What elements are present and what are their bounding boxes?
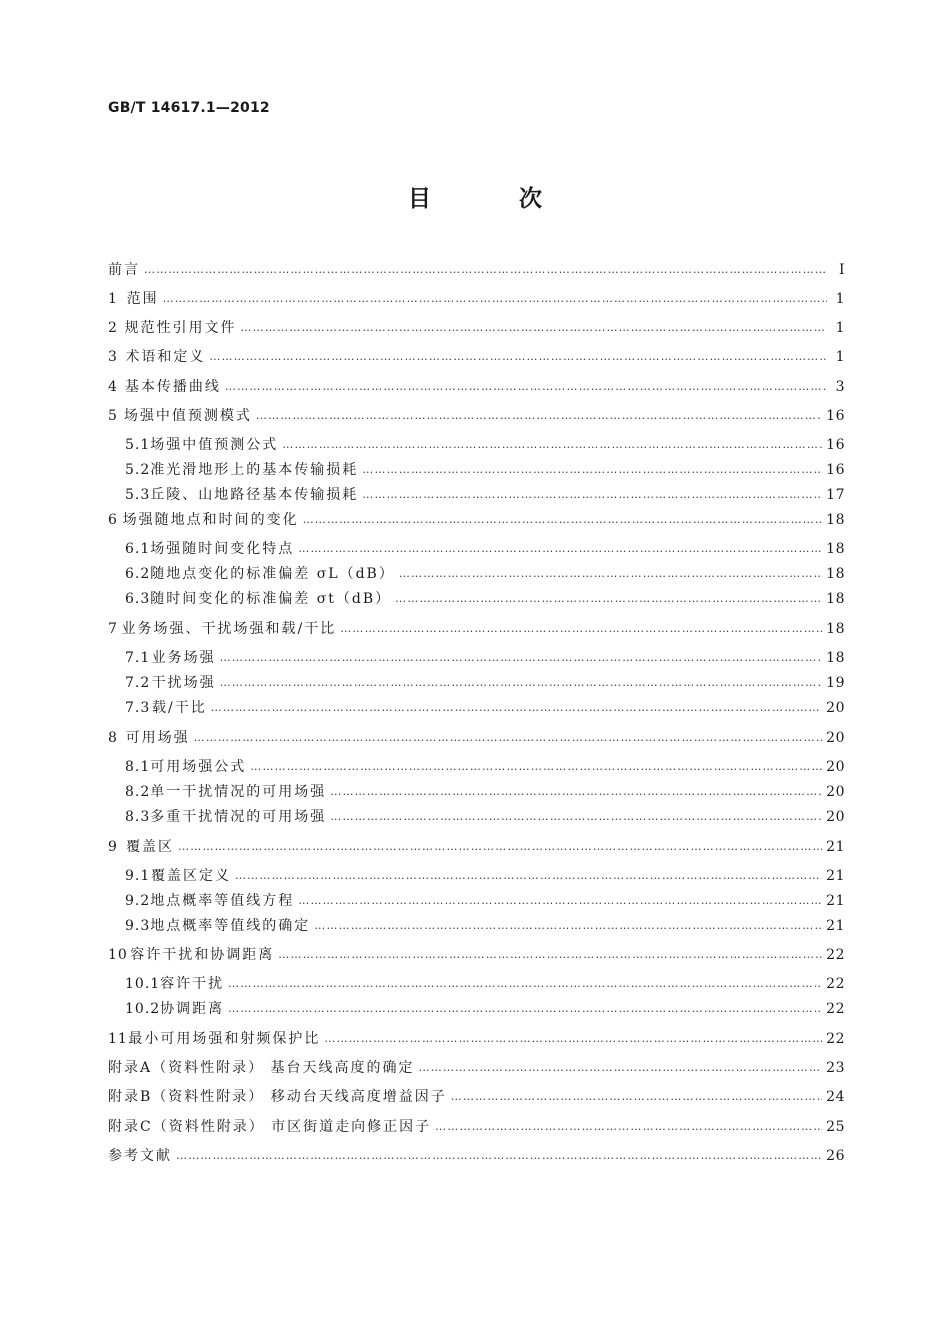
leader-dots (435, 1117, 822, 1137)
toc-entry-2[interactable] (108, 318, 845, 338)
toc-entry-8-1[interactable] (125, 757, 845, 777)
leader-dots (395, 589, 822, 609)
leader-dots (228, 999, 822, 1019)
toc-entry-9-2[interactable] (125, 891, 845, 911)
leader-dots (298, 891, 822, 911)
leader-dots (178, 837, 822, 857)
toc-entry-text: 场强中值预测公式 (150, 437, 279, 453)
leader-dots (340, 619, 822, 639)
toc-entry-text: 最小可用场强和射频保护比 (128, 1031, 321, 1047)
toc-entry-page: 21 (826, 839, 845, 855)
toc-entry-page: 21 (826, 918, 845, 934)
toc-entry-8-2[interactable] (125, 782, 845, 802)
toc-entry-number: 3 (108, 349, 118, 365)
standard-number: GB/T 14617.1—2012 (108, 100, 270, 116)
toc-entry-page: 24 (826, 1089, 845, 1105)
toc-entry-6-3[interactable] (125, 589, 845, 609)
toc-entry-number: 9.1 (125, 868, 151, 884)
leader-dots (144, 260, 827, 280)
leader-dots (314, 916, 822, 936)
toc-entry-page: 18 (826, 621, 845, 637)
toc-entry-text: 地点概率等值线方程 (150, 893, 295, 909)
toc-entry-text: 载/干比 (152, 700, 207, 716)
leader-dots (362, 460, 822, 480)
toc-entry-page: 19 (826, 675, 845, 691)
toc-entry-text: 场强随地点和时间的变化 (122, 512, 299, 528)
toc-entry-page: 21 (826, 893, 845, 909)
toc-entry-text: 丘陵、山地路径基本传输损耗 (150, 487, 359, 503)
leader-dots (303, 510, 823, 530)
toc-entry-1[interactable] (108, 289, 845, 309)
toc-entry-10[interactable] (108, 945, 845, 965)
leader-dots (228, 974, 822, 994)
leader-dots (211, 698, 822, 718)
toc-entry-text: 场强随时间变化特点 (150, 541, 295, 557)
toc-entry-number: 4 (108, 379, 118, 395)
toc-entry-text: 覆盖区 (126, 839, 175, 855)
leader-dots (194, 728, 823, 748)
toc-entry-number: 6 (108, 512, 118, 528)
toc-entry-6-1[interactable] (125, 539, 845, 559)
toc-entry-page: 22 (826, 1001, 845, 1017)
toc-entry-appendix-a[interactable] (108, 1058, 845, 1078)
toc-entry-page: 20 (826, 809, 845, 825)
toc-entry-number: 2 (108, 320, 118, 336)
toc-entry-preface[interactable] (108, 260, 845, 280)
toc-entry-7-1[interactable] (125, 648, 845, 668)
toc-entry-number: 6.1 (125, 541, 151, 557)
toc-entry-number: 5.2 (125, 462, 151, 478)
toc-entry-text: 参考文献 (108, 1148, 172, 1164)
toc-entry-number: 8.2 (125, 784, 151, 800)
toc-entry-page: 22 (826, 947, 845, 963)
leader-dots (220, 673, 823, 693)
toc-entry-number: 11 (108, 1031, 128, 1047)
toc-entry-text: 规范性引用文件 (124, 320, 237, 336)
toc-entry-9[interactable] (108, 837, 845, 857)
toc-entry-page: 20 (826, 759, 845, 775)
toc-entry-page: 1 (835, 349, 845, 365)
toc-entry-4[interactable] (108, 377, 845, 397)
toc-entry-page: 16 (826, 462, 845, 478)
toc-entry-number: 5.1 (125, 437, 151, 453)
toc-entry-page: 26 (826, 1148, 845, 1164)
leader-dots (225, 377, 827, 397)
toc-entry-10-2[interactable] (125, 999, 845, 1019)
toc-entry-page: 22 (826, 976, 845, 992)
toc-entry-text: 业务场强 (151, 650, 216, 666)
toc-entry-page: 3 (835, 379, 845, 395)
toc-entry-text: 可用场强公式 (150, 759, 247, 775)
toc-entry-page: 20 (826, 700, 845, 716)
toc-entry-page: 1 (835, 291, 845, 307)
toc-entry-page: 20 (826, 784, 845, 800)
toc-entry-text: 准光滑地形上的基本传输损耗 (150, 462, 359, 478)
leader-dots (451, 1087, 822, 1107)
leader-dots (176, 1146, 822, 1166)
toc-entry-page: 23 (826, 1060, 845, 1076)
toc-entry-text: 容许干扰 (160, 976, 225, 992)
toc-entry-number: 8.1 (125, 759, 151, 775)
toc-entry-text: 随地点变化的标准偏差 σL（dB） (150, 566, 395, 582)
toc-entry-text: 场强中值预测模式 (123, 408, 252, 424)
leader-dots (399, 564, 822, 584)
toc-entry-page: 21 (826, 868, 845, 884)
leader-dots (324, 1029, 822, 1049)
toc-entry-number: 7.3 (125, 700, 151, 716)
leader-dots (235, 866, 822, 886)
toc-entry-5-1[interactable] (125, 435, 845, 455)
toc-entry-page: 25 (826, 1119, 845, 1135)
toc-entry-page: 18 (826, 591, 845, 607)
toc-entry-text: 附录A（资料性附录） 基台天线高度的确定 (108, 1060, 415, 1076)
leader-dots (209, 347, 827, 367)
toc-entry-number: 5.3 (125, 487, 151, 503)
toc-entry-number: 10.2 (125, 1001, 161, 1017)
leader-dots (256, 406, 822, 426)
toc-entry-number: 10.1 (125, 976, 161, 992)
toc-entry-text: 业务场强、干扰场强和载/干比 (121, 621, 337, 637)
toc-entry-number: 6.2 (125, 566, 151, 582)
leader-dots (362, 485, 822, 505)
leader-dots (240, 318, 827, 338)
toc-entry-text: 前言 (108, 262, 140, 278)
leader-dots (298, 539, 822, 559)
toc-entry-text: 覆盖区定义 (150, 868, 231, 884)
toc-entry-text: 范围 (126, 291, 159, 307)
toc-entry-6-2[interactable] (125, 564, 845, 584)
toc-title: 目 次 (407, 186, 582, 212)
toc-entry-text: 术语和定义 (125, 349, 206, 365)
leader-dots (330, 807, 822, 827)
toc-entry-page: 16 (826, 408, 845, 424)
toc-entry-5[interactable] (108, 406, 845, 426)
toc-entry-9-3[interactable] (125, 916, 845, 936)
toc-entry-text: 随时间变化的标准偏差 σt（dB） (150, 591, 392, 607)
leader-dots (419, 1058, 823, 1078)
toc-entry-page: 20 (826, 730, 845, 746)
toc-entry-9-1[interactable] (125, 866, 845, 886)
toc-entry-number: 9.2 (125, 893, 151, 909)
toc-entry-page: 17 (826, 487, 845, 503)
toc-entry-number: 7.1 (125, 650, 151, 666)
leader-dots (330, 782, 822, 802)
toc-entry-page: 18 (826, 566, 845, 582)
toc-entry-5-3[interactable] (125, 485, 845, 505)
leader-dots (220, 648, 823, 668)
toc-entry-page: 1 (835, 320, 845, 336)
toc-entry-page: 18 (826, 650, 845, 666)
toc-entry-6[interactable] (108, 510, 845, 530)
toc-entry-8-3[interactable] (125, 807, 845, 827)
toc-entry-text: 干扰场强 (151, 675, 216, 691)
toc-entry-number: 5 (108, 408, 118, 424)
toc-entry-number: 6.3 (125, 591, 151, 607)
toc-entry-text: 可用场强 (125, 730, 190, 746)
toc-entry-text: 附录C（资料性附录） 市区街道走向修正因子 (108, 1119, 432, 1135)
toc-entry-5-2[interactable] (125, 460, 845, 480)
toc-entry-number: 9.3 (125, 918, 151, 934)
toc-entry-7-2[interactable] (125, 673, 845, 693)
toc-entry-page: 22 (826, 1031, 845, 1047)
toc-entry-number: 8.3 (125, 809, 151, 825)
toc-entry-text: 基本传播曲线 (124, 379, 221, 395)
toc-entry-number: 7.2 (125, 675, 151, 691)
leader-dots (278, 945, 822, 965)
toc-entry-7[interactable] (108, 619, 845, 639)
leader-dots (163, 289, 827, 309)
leader-dots (250, 757, 822, 777)
leader-dots (282, 435, 822, 455)
toc-entry-11[interactable] (108, 1029, 845, 1049)
toc-entry-appendix-b[interactable] (108, 1087, 845, 1107)
toc-entry-text: 附录B（资料性附录） 移动台天线高度增益因子 (108, 1089, 447, 1105)
toc-entry-8[interactable] (108, 728, 845, 748)
toc-entry-text: 协调距离 (160, 1001, 225, 1017)
toc-entry-number: 1 (108, 291, 118, 307)
toc-entry-page: 16 (826, 437, 845, 453)
toc-entry-references[interactable] (108, 1146, 845, 1166)
toc-entry-number: 7 (108, 621, 118, 637)
toc-entry-page: 18 (826, 512, 845, 528)
toc-entry-7-3[interactable] (125, 698, 845, 718)
toc-entry-appendix-c[interactable] (108, 1117, 845, 1137)
toc-entry-text: 多重干扰情况的可用场强 (150, 809, 327, 825)
toc-entry-text: 容许干扰和协调距离 (130, 947, 275, 963)
toc-entry-page: Ⅰ (838, 262, 845, 278)
toc-entry-text: 地点概率等值线的确定 (150, 918, 311, 934)
toc-entry-10-1[interactable] (125, 974, 845, 994)
toc-entry-text: 单一干扰情况的可用场强 (150, 784, 327, 800)
toc-entry-3[interactable] (108, 347, 845, 367)
toc-entry-number: 9 (108, 839, 118, 855)
toc-entry-number: 10 (108, 947, 128, 963)
toc-entry-page: 18 (826, 541, 845, 557)
toc-entry-number: 8 (108, 730, 118, 746)
